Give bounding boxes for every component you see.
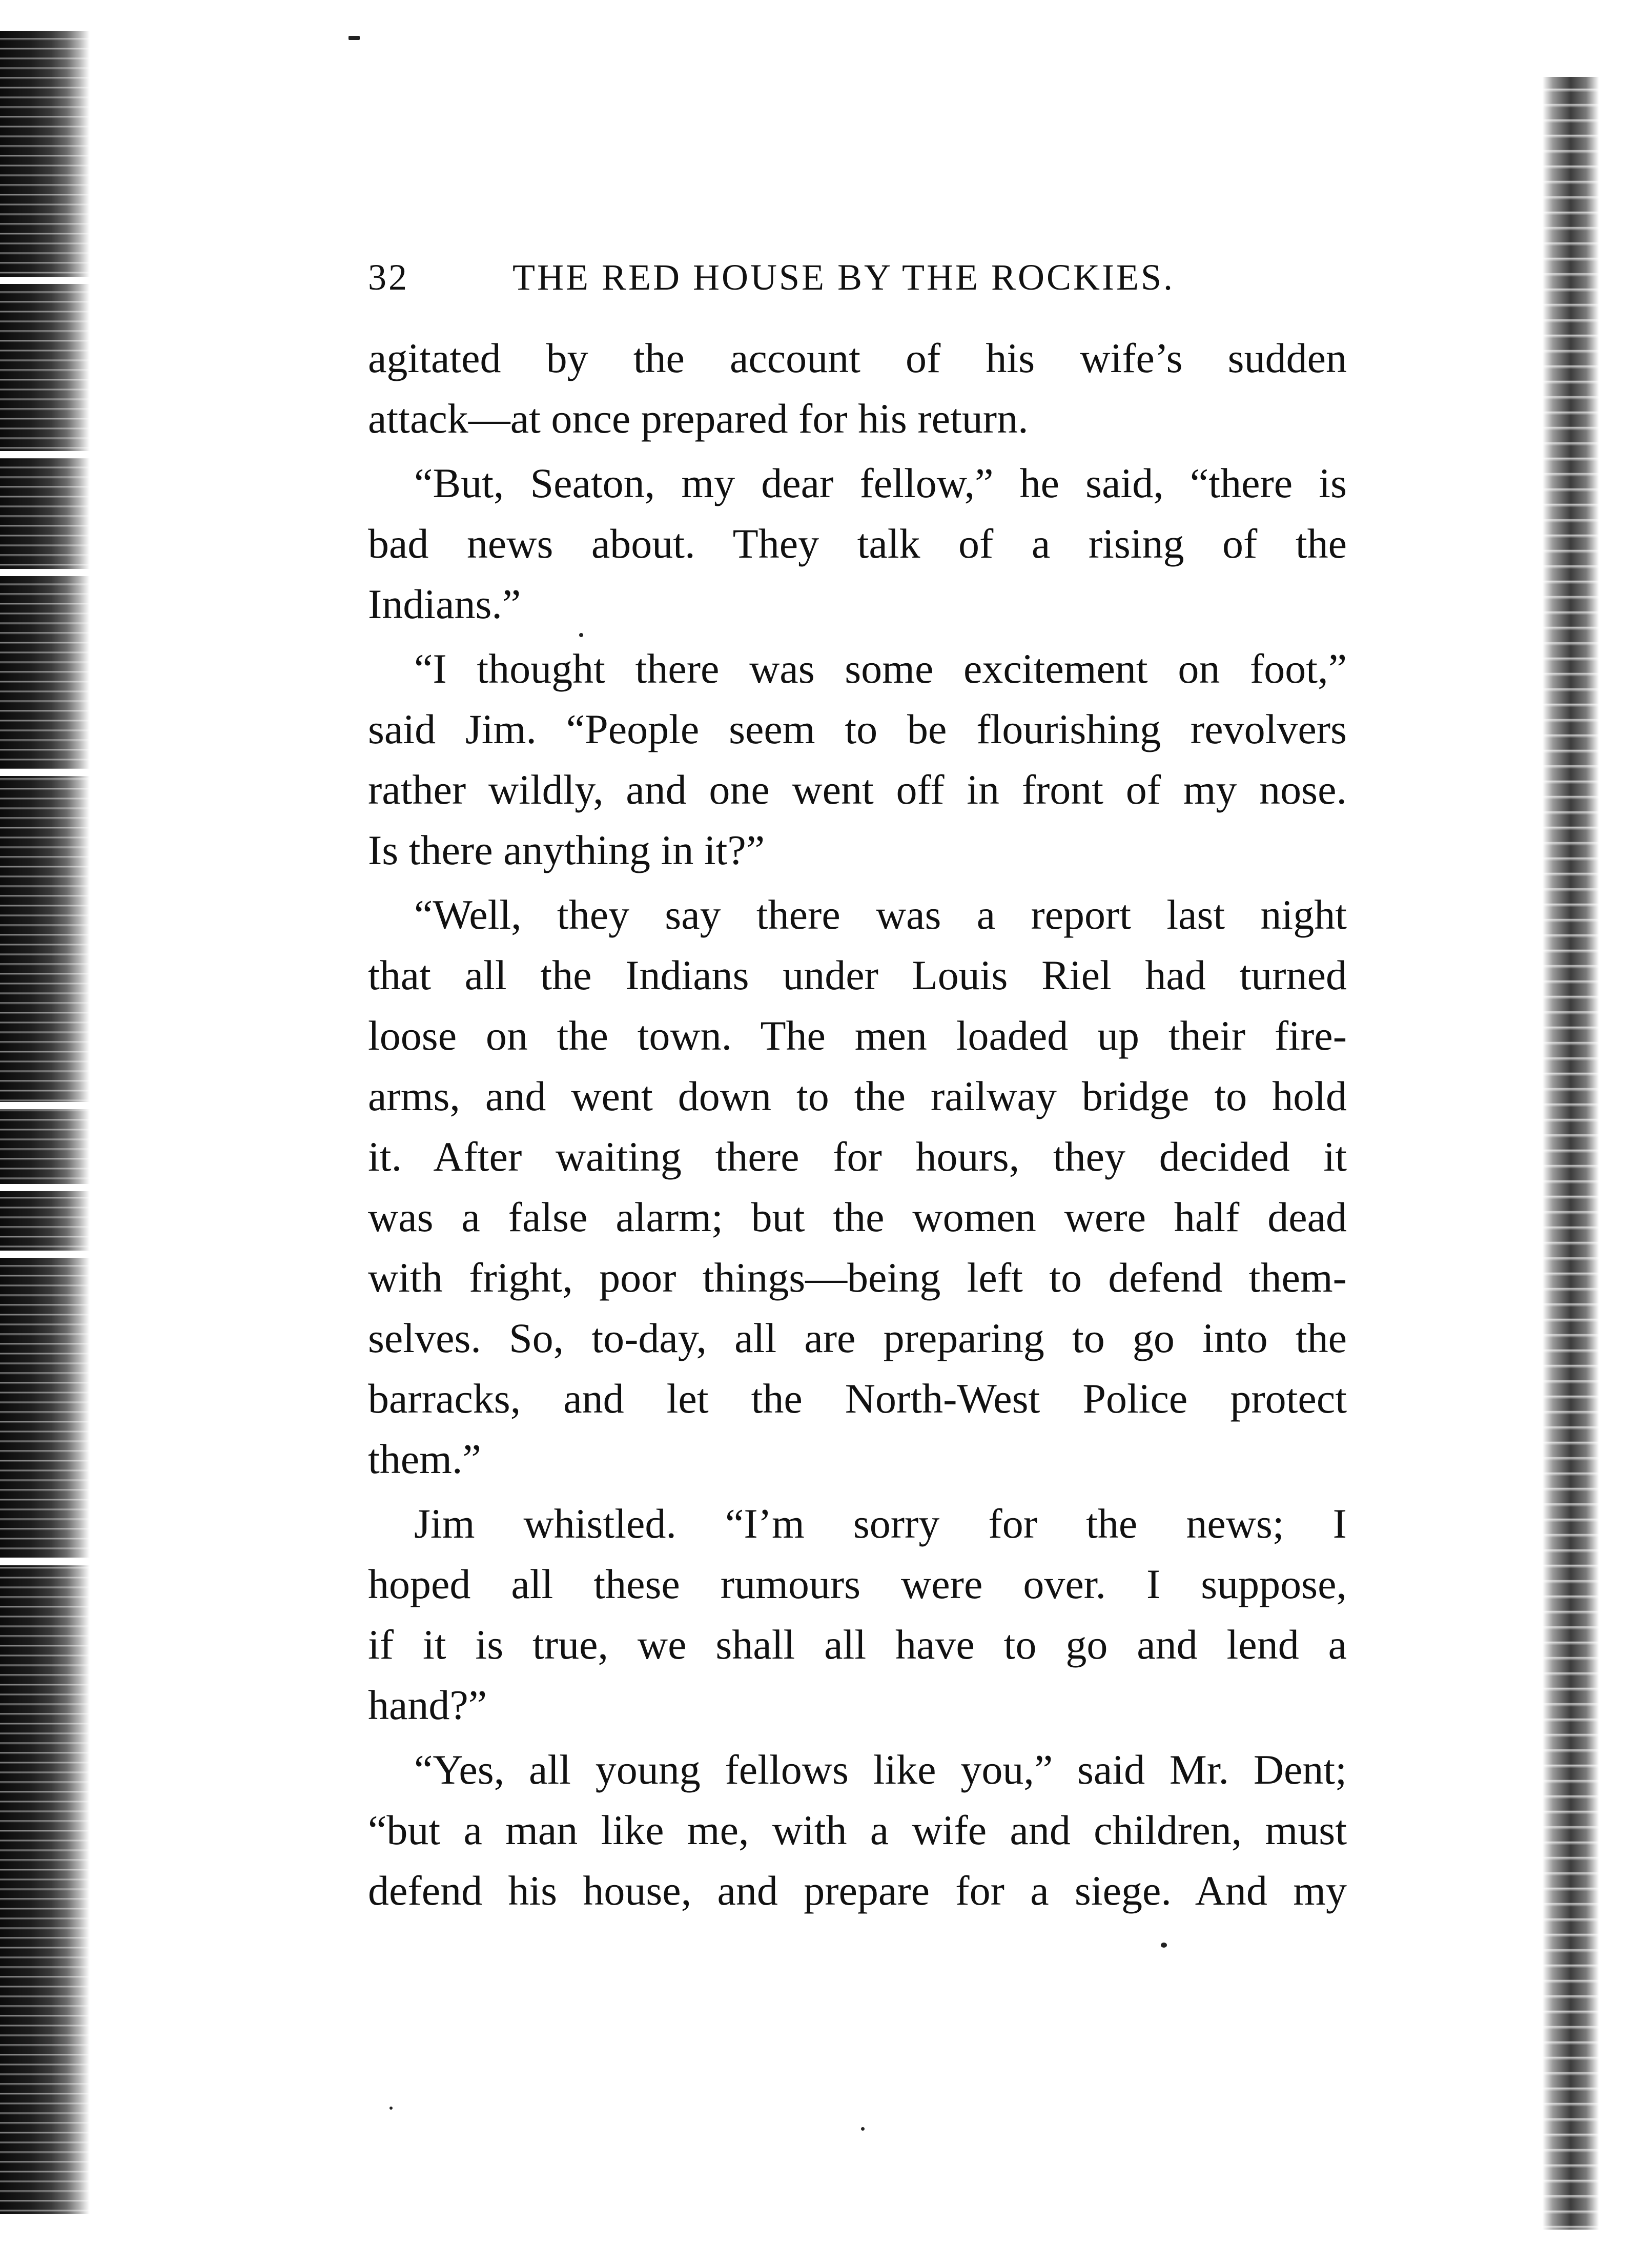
text-line: hand?” bbox=[368, 1682, 487, 1728]
running-head bbox=[368, 256, 1342, 308]
text-line: barracks, and let the North-West Police protect bbox=[368, 1375, 1347, 1422]
text-line: rather wildly, and one went off in front of my nose. bbox=[368, 766, 1347, 813]
text-line: that all the Indians under Louis Riel had turned bbox=[368, 952, 1347, 998]
text-line: with fright, poor things—being left to defend them- bbox=[368, 1254, 1347, 1301]
running-title: THE RED HOUSE BY THE ROCKIES. bbox=[512, 257, 1175, 298]
text-line: loose on the town. The men loaded up their fire- bbox=[368, 1012, 1347, 1059]
text-line: Is there anything in it?” bbox=[368, 827, 765, 873]
text-line: hoped all these rumours were over. I suppose, bbox=[368, 1561, 1347, 1607]
paragraph-gap bbox=[368, 635, 1347, 639]
page-number: 32 bbox=[368, 257, 409, 298]
scan-speck bbox=[348, 36, 360, 40]
text-line: said Jim. “People seem to be flourishing revolvers bbox=[368, 706, 1347, 752]
scan-speck bbox=[861, 2127, 865, 2131]
text-line: selves. So, to-day, all are preparing to go into the bbox=[368, 1315, 1347, 1361]
text-line: Indians.” bbox=[368, 581, 521, 627]
text-line: agitated by the account of his wife’s sudden bbox=[368, 335, 1347, 381]
paragraph-gap bbox=[368, 1735, 1347, 1740]
text-line: Jim whistled. “I’m sorry for the news; I bbox=[414, 1500, 1347, 1547]
text-line: “But, Seaton, my dear fellow,” he said, “there is bbox=[414, 460, 1347, 506]
text-line: defend his house, and prepare for a siege. And my bbox=[368, 1867, 1347, 1914]
scan-speck bbox=[1161, 1943, 1167, 1948]
paragraph-gap bbox=[368, 449, 1347, 453]
scan-binding-edge-left bbox=[0, 31, 90, 2214]
text-line: arms, and went down to the railway bridge to hold bbox=[368, 1073, 1347, 1119]
text-line: was a false alarm; but the women were half dead bbox=[368, 1194, 1347, 1240]
text-line: “Yes, all young fellows like you,” said Mr. Dent; bbox=[414, 1746, 1347, 1793]
body-text bbox=[368, 328, 1347, 1921]
text-line: “Well, they say there was a report last night bbox=[414, 891, 1347, 938]
text-line: “but a man like me, with a wife and children, must bbox=[368, 1807, 1347, 1853]
paragraph-gap bbox=[368, 1489, 1347, 1494]
text-line: it. After waiting there for hours, they decided it bbox=[368, 1133, 1347, 1180]
text-line: bad news about. They talk of a rising of the bbox=[368, 520, 1347, 567]
paragraph-gap bbox=[368, 881, 1347, 885]
scan-binding-edge-right bbox=[1543, 77, 1599, 2230]
text-line: “I thought there was some excitement on foot,” bbox=[414, 645, 1347, 692]
text-line: attack—at once prepared for his return. bbox=[368, 395, 1029, 442]
text-line: them.” bbox=[368, 1436, 481, 1482]
scan-speck bbox=[389, 2107, 393, 2110]
text-line: if it is true, we shall all have to go and lend a bbox=[368, 1621, 1347, 1668]
